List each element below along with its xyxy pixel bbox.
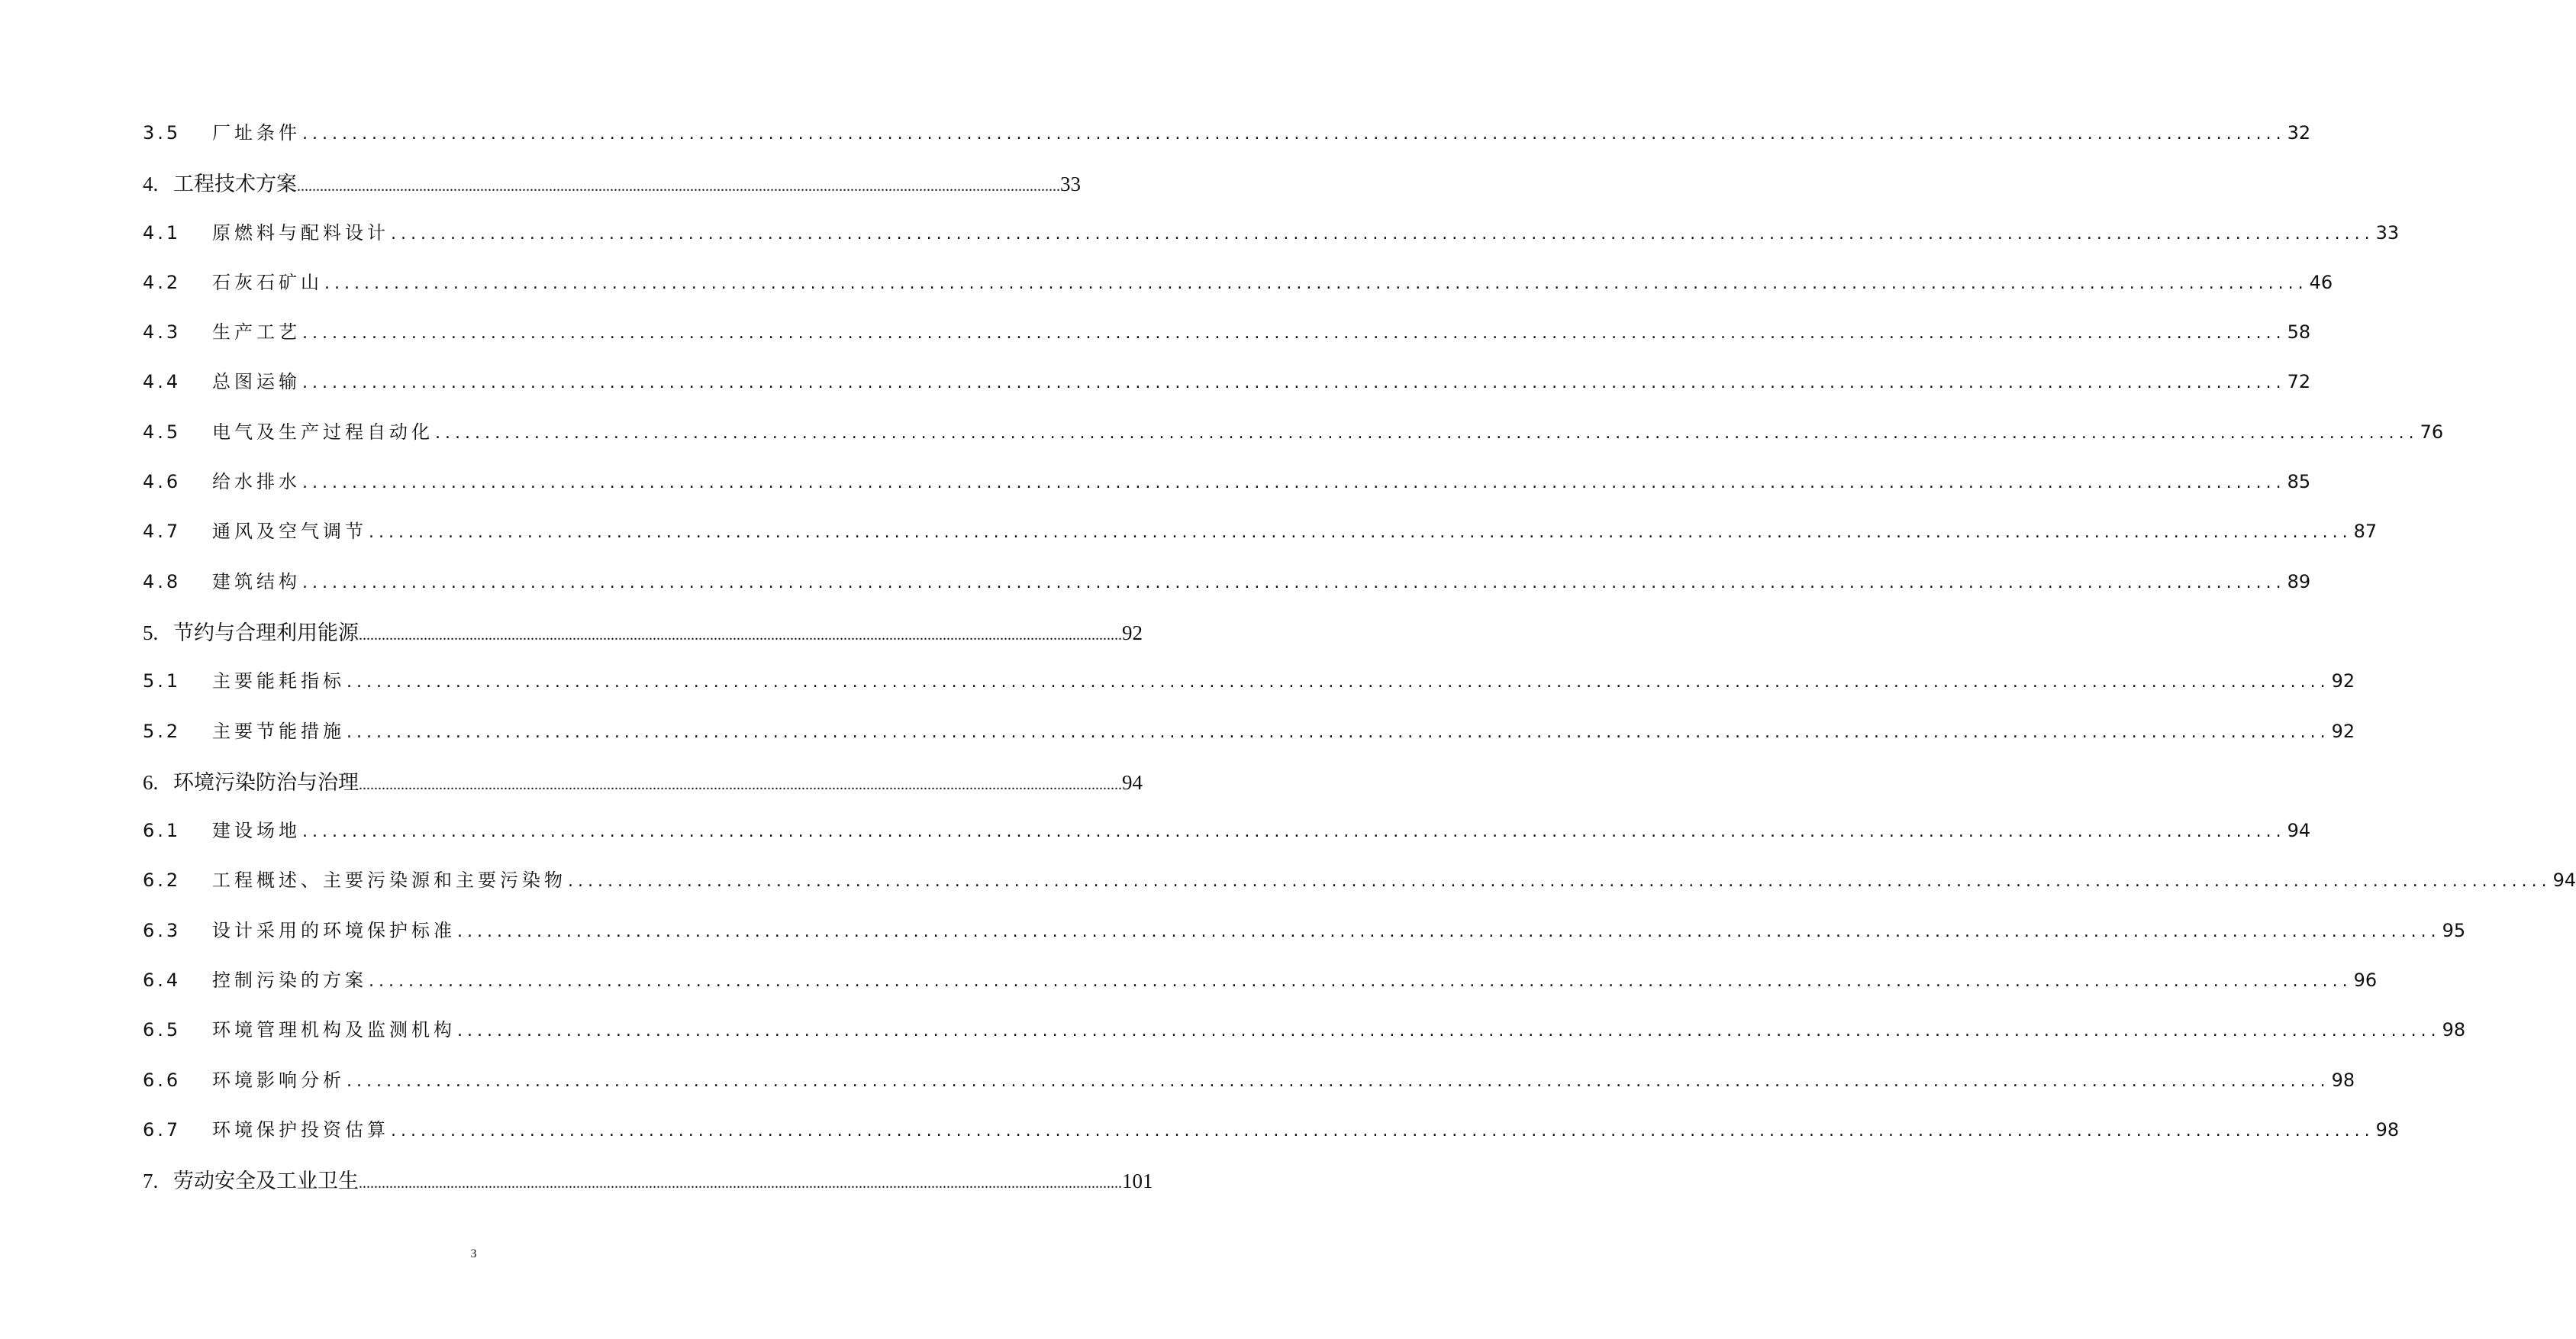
toc-entry-page: 58 [2287, 321, 2311, 344]
toc-entry-number: 3.5 [143, 122, 182, 144]
toc-section-entry[interactable] [143, 366, 2311, 416]
toc-section-entry[interactable] [143, 317, 2311, 366]
toc-section-entry[interactable] [143, 566, 2311, 616]
toc-leader-dots: ........................................................................................................................................................................................................ [359, 1175, 1122, 1192]
toc-entry-title: 工程概述、主要污染源和主要污染物 [212, 870, 566, 892]
toc-entry-page: 96 [2353, 970, 2378, 992]
toc-entry-title: 生产工艺 [212, 321, 301, 344]
toc-entry-page: 72 [2287, 371, 2311, 393]
toc-chapter-entry[interactable] [143, 616, 1143, 666]
toc-leader-dots: ........................................................................................................................................................................................................ [568, 872, 2552, 892]
toc-entry-title: 节约与合理利用能源 [173, 621, 359, 645]
toc-entry-title: 设计采用的环境保护标准 [212, 919, 456, 941]
toc-section-entry[interactable] [143, 716, 2355, 766]
toc-section-entry[interactable] [143, 865, 2576, 915]
toc-leader-dots: ........................................................................................................................................................................................................ [302, 573, 2286, 592]
toc-section-entry[interactable] [143, 267, 2333, 317]
toc-entry-title: 总图运输 [212, 371, 301, 393]
toc-entry-number: 4.1 [143, 221, 182, 244]
toc-entry-title: 主要能耗指标 [212, 670, 345, 692]
toc-entry-page: 33 [2375, 221, 2400, 244]
toc-entry-title: 电气及生产过程自动化 [212, 421, 434, 443]
toc-leader-dots: ........................................................................................................................................................................................................ [435, 423, 2419, 443]
toc-entry-page: 85 [2287, 471, 2311, 493]
toc-entry-title: 环境污染防治与治理 [173, 770, 359, 795]
toc-entry-page: 98 [2375, 1118, 2400, 1141]
toc-chapter-entry[interactable] [143, 167, 1081, 217]
toc-entry-page: 95 [2442, 919, 2466, 941]
toc-chapter-entry[interactable] [143, 766, 1143, 815]
toc-entry-title: 环境保护投资估算 [212, 1118, 389, 1141]
toc-entry-title: 建筑结构 [212, 570, 301, 592]
toc-entry-number: 4.5 [143, 421, 182, 443]
toc-entry-number: 4.6 [143, 471, 182, 493]
toc-leader-dots: ........................................................................................................................................................................................................ [302, 822, 2286, 842]
toc-section-entry[interactable] [143, 118, 2311, 167]
toc-entry-page: 94 [2287, 820, 2311, 842]
toc-leader-dots: ........................................................................................................................................................................................................ [302, 324, 2286, 344]
toc-entry-number: 4.7 [143, 521, 182, 543]
toc-entry-number: 4. [143, 173, 159, 196]
toc-entry-page: 101 [1122, 1170, 1153, 1193]
toc-entry-title: 厂址条件 [212, 122, 301, 144]
toc-entry-title: 石灰石矿山 [212, 271, 323, 293]
toc-entry-number: 6. [143, 770, 159, 794]
toc-entry-title: 劳动安全及工业卫生 [173, 1170, 359, 1194]
toc-leader-dots: ........................................................................................................................................................................................................ [391, 1121, 2374, 1141]
toc-section-entry[interactable] [143, 516, 2378, 566]
toc-section-entry[interactable] [143, 965, 2378, 1015]
toc-entry-number: 4.2 [143, 271, 182, 293]
toc-entry-page: 46 [2309, 271, 2333, 293]
toc-entry-title: 环境影响分析 [212, 1069, 345, 1091]
toc-section-entry[interactable] [143, 1015, 2466, 1064]
table-of-contents [143, 118, 2576, 1215]
toc-leader-dots: ........................................................................................................................................................................................................ [297, 178, 1060, 195]
toc-entry-page: 92 [2331, 720, 2355, 742]
toc-entry-title: 通风及空气调节 [212, 521, 367, 543]
toc-entry-page: 92 [2331, 670, 2355, 692]
toc-entry-title: 给水排水 [212, 471, 301, 493]
toc-section-entry[interactable] [143, 1065, 2355, 1115]
toc-entry-title: 建设场地 [212, 820, 301, 842]
toc-entry-number: 6.1 [143, 820, 182, 842]
toc-entry-page: 92 [1122, 621, 1143, 644]
toc-entry-page: 87 [2353, 521, 2378, 543]
toc-entry-page: 33 [1060, 173, 1081, 196]
toc-entry-page: 89 [2287, 570, 2311, 592]
toc-leader-dots: ........................................................................................................................................................................................................ [359, 626, 1122, 644]
toc-entry-number: 6.6 [143, 1069, 182, 1091]
toc-entry-number: 6.4 [143, 970, 182, 992]
toc-entry-number: 5.1 [143, 670, 182, 692]
toc-entry-number: 4.8 [143, 570, 182, 592]
toc-entry-title: 控制污染的方案 [212, 970, 367, 992]
toc-entry-title: 主要节能措施 [212, 720, 345, 742]
page-number: 3 [470, 1247, 477, 1260]
toc-section-entry[interactable] [143, 218, 2400, 267]
toc-entry-page: 76 [2420, 421, 2444, 443]
toc-leader-dots: ........................................................................................................................................................................................................ [347, 722, 2330, 742]
toc-entry-number: 7. [143, 1170, 159, 1193]
toc-section-entry[interactable] [143, 1115, 2400, 1164]
toc-section-entry[interactable] [143, 915, 2466, 965]
toc-entry-page: 98 [2331, 1069, 2355, 1091]
toc-chapter-entry[interactable] [143, 1164, 1153, 1214]
toc-entry-number: 6.2 [143, 870, 182, 892]
toc-leader-dots: ........................................................................................................................................................................................................ [347, 673, 2330, 692]
toc-section-entry[interactable] [143, 666, 2355, 715]
toc-entry-title: 工程技术方案 [173, 173, 297, 197]
toc-leader-dots: ........................................................................................................................................................................................................ [457, 921, 2441, 941]
toc-leader-dots: ........................................................................................................................................................................................................ [391, 224, 2374, 244]
toc-entry-number: 6.5 [143, 1019, 182, 1041]
toc-leader-dots: ........................................................................................................................................................................................................ [457, 1021, 2441, 1041]
toc-leader-dots: ........................................................................................................................................................................................................ [347, 1071, 2330, 1091]
toc-leader-dots: ........................................................................................................................................................................................................ [302, 124, 2286, 144]
toc-entry-number: 4.4 [143, 371, 182, 393]
toc-entry-page: 98 [2442, 1019, 2466, 1041]
toc-entry-number: 6.3 [143, 919, 182, 941]
toc-entry-page: 94 [1122, 770, 1143, 794]
toc-leader-dots: ........................................................................................................................................................................................................ [302, 373, 2286, 393]
toc-leader-dots: ........................................................................................................................................................................................................ [324, 273, 2308, 293]
toc-entry-page: 32 [2287, 122, 2311, 144]
toc-entry-number: 4.3 [143, 321, 182, 344]
toc-entry-title: 原燃料与配料设计 [212, 221, 389, 244]
toc-leader-dots: ........................................................................................................................................................................................................ [359, 776, 1122, 793]
toc-leader-dots: ........................................................................................................................................................................................................ [369, 972, 2352, 992]
toc-entry-number: 6.7 [143, 1118, 182, 1141]
toc-leader-dots: ........................................................................................................................................................................................................ [369, 523, 2352, 543]
toc-entry-title: 环境管理机构及监测机构 [212, 1019, 456, 1041]
toc-section-entry[interactable] [143, 466, 2311, 516]
toc-leader-dots: ........................................................................................................................................................................................................ [302, 473, 2286, 493]
toc-section-entry[interactable] [143, 815, 2311, 865]
toc-entry-page: 94 [2552, 870, 2576, 892]
toc-entry-number: 5. [143, 621, 159, 644]
toc-entry-number: 5.2 [143, 720, 182, 742]
toc-section-entry[interactable] [143, 417, 2444, 466]
